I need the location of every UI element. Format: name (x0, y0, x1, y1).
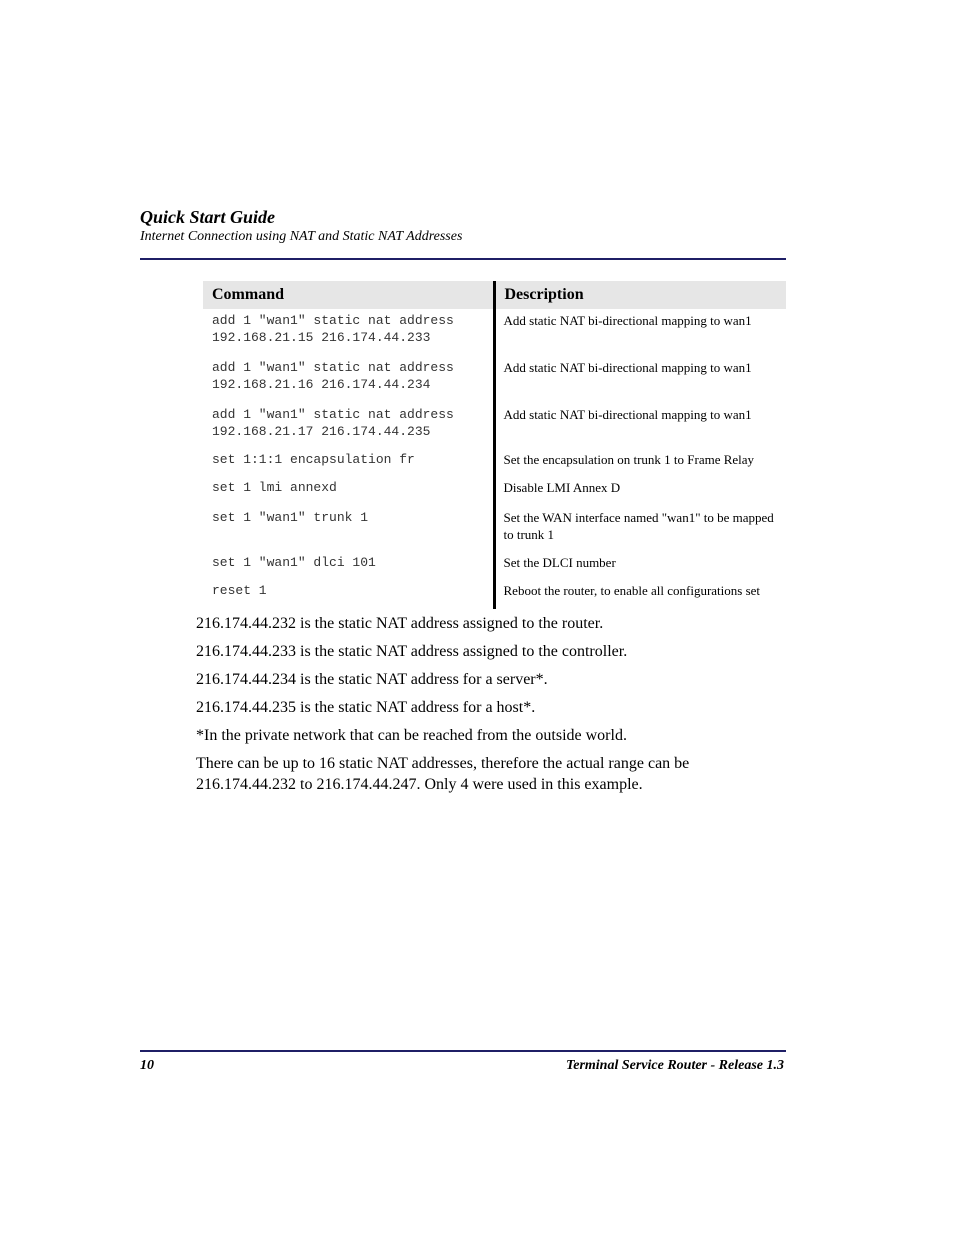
paragraph-router-address: 216.174.44.232 is the static NAT address assigned to the router. (196, 615, 604, 632)
paragraph-host-address: 216.174.44.235 is the static NAT address for a host*. (196, 699, 536, 716)
footer-doc-title: Terminal Service Router - Release 1.3 (565, 1058, 784, 1073)
table-row (203, 403, 786, 450)
command-cell: set 1 lmi annexd (212, 480, 337, 495)
command-cell: add 1 "wan1" static nat address 192.168.21.17 216.174.44.235 (212, 407, 454, 439)
description-cell: Set the DLCI number (494, 553, 786, 581)
table-row (203, 581, 786, 609)
table-row (203, 356, 786, 403)
table-row (203, 309, 786, 356)
body-text (196, 613, 756, 802)
column-header-command: Command (203, 281, 494, 309)
page-title: Quick Start Guide (140, 207, 276, 227)
paragraph-range-note: There can be up to 16 static NAT addresses, therefore the actual range can be 216.174.44.232 to 216.174.44.247. Only 4 were used in this example. (196, 755, 690, 793)
description-cell: Disable LMI Annex D (494, 478, 786, 506)
table-row (203, 553, 786, 581)
command-cell: add 1 "wan1" static nat address 192.168.21.16 216.174.44.234 (212, 360, 454, 392)
table-row (203, 450, 786, 478)
section-subtitle: Internet Connection using NAT and Static NAT Addresses (140, 229, 463, 244)
description-cell: Set the encapsulation on trunk 1 to Frame Relay (494, 450, 786, 478)
table-header-row (203, 281, 786, 309)
description-cell: Reboot the router, to enable all configurations set (494, 581, 786, 609)
command-cell: set 1 "wan1" dlci 101 (212, 555, 376, 570)
table-row (203, 478, 786, 506)
command-cell: reset 1 (212, 583, 267, 598)
command-table (203, 281, 786, 609)
column-header-description: Description (494, 281, 786, 309)
table-row (203, 506, 786, 553)
command-cell: set 1:1:1 encapsulation fr (212, 452, 415, 467)
description-cell: Add static NAT bi-directional mapping to wan1 (494, 309, 786, 356)
description-cell: Add static NAT bi-directional mapping to wan1 (494, 403, 786, 450)
paragraph-footnote: *In the private network that can be reached from the outside world. (196, 727, 627, 744)
paragraph-server-address: 216.174.44.234 is the static NAT address for a server*. (196, 671, 548, 688)
header-rule (140, 258, 786, 260)
description-cell: Set the WAN interface named "wan1" to be mapped to trunk 1 (494, 506, 786, 553)
command-cell: set 1 "wan1" trunk 1 (212, 510, 369, 525)
paragraph-controller-address: 216.174.44.233 is the static NAT address assigned to the controller. (196, 643, 628, 660)
description-cell: Add static NAT bi-directional mapping to wan1 (494, 356, 786, 403)
command-cell: add 1 "wan1" static nat address 192.168.21.15 216.174.44.233 (212, 313, 454, 345)
footer-rule (140, 1050, 786, 1052)
page-number: 10 (140, 1058, 154, 1073)
